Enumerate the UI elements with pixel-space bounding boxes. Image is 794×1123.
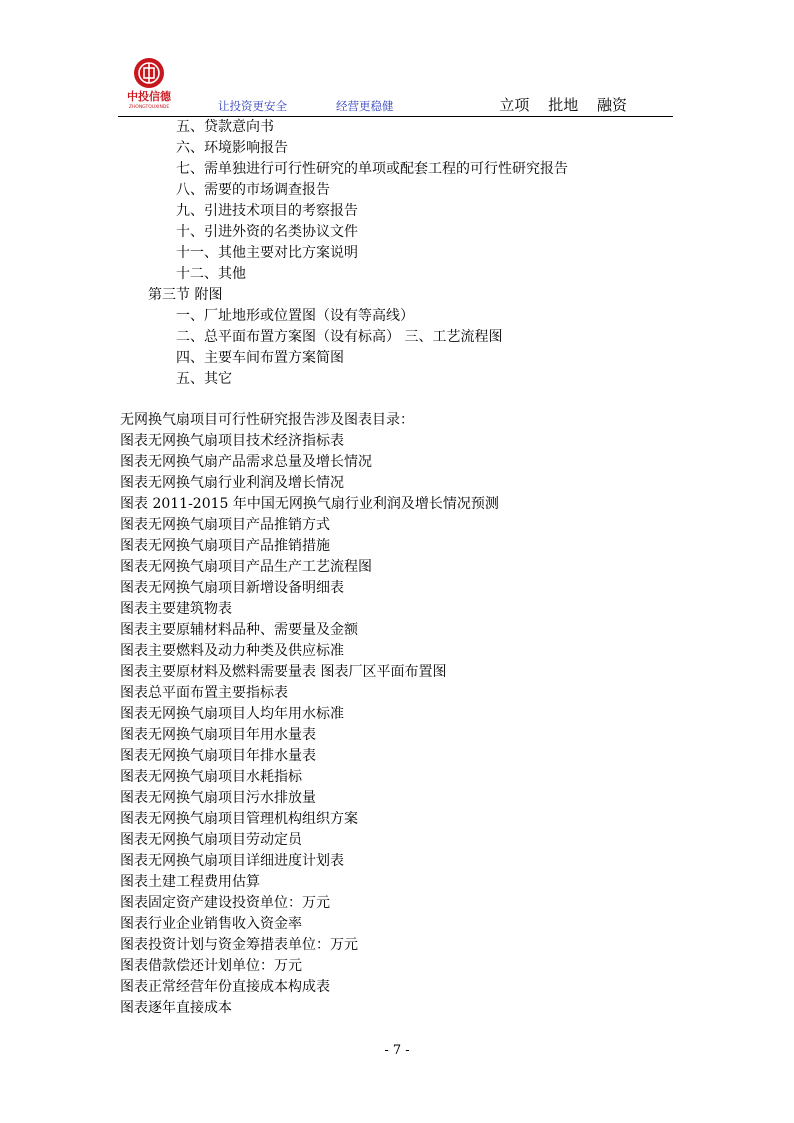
outline-item: 十二、其他 (176, 266, 246, 282)
figure-item: 五、其它 (176, 371, 232, 387)
chart-list-item: 图表土建工程费用估算 (120, 874, 260, 890)
page-number: - 7 - (384, 1043, 410, 1058)
chart-list-item: 图表借款偿还计划单位：万元 (120, 958, 302, 974)
chart-list-item: 图表 2011-2015 年中国无网换气扇行业利润及增长情况预测 (120, 496, 499, 512)
logo-subtext: ZHONGTOUXINDE (128, 105, 170, 110)
chart-list-item: 图表无网换气扇项目新增设备明细表 (120, 580, 344, 596)
service-financing: 融资 (596, 96, 627, 114)
chart-list-item: 图表投资计划与资金筹措表单位：万元 (120, 937, 358, 953)
outline-item: 七、需单独进行可行性研究的单项或配套工程的可行性研究报告 (176, 161, 568, 177)
chart-list-item: 图表无网换气扇项目污水排放量 (120, 790, 316, 806)
chart-list-item: 图表无网换气扇项目管理机构组织方案 (120, 811, 358, 827)
page-header (118, 52, 673, 116)
outline-item: 九、引进技术项目的考察报告 (176, 203, 358, 219)
chart-list-item: 图表主要燃料及动力种类及供应标准 (120, 643, 344, 659)
service-list (485, 94, 627, 115)
chart-list-item: 图表无网换气扇项目产品推销措施 (120, 538, 330, 554)
chart-list-item: 图表无网换气扇项目产品生产工艺流程图 (120, 559, 372, 575)
slogan-steady-operation: 经营更稳健 (336, 99, 394, 113)
company-logo (118, 52, 180, 112)
outline-item: 五、贷款意向书 (176, 119, 274, 135)
chart-list-item: 图表无网换气扇产品需求总量及增长情况 (120, 454, 372, 470)
chart-list-item: 图表无网换气扇行业利润及增长情况 (120, 475, 344, 491)
chart-list-item: 图表无网换气扇项目水耗指标 (120, 769, 302, 785)
chart-list-item: 图表主要建筑物表 (120, 601, 232, 617)
chart-list-item: 图表无网换气扇项目技术经济指标表 (120, 433, 344, 449)
chart-list-item: 图表行业企业销售收入资金率 (120, 916, 302, 932)
chart-list-item: 图表无网换气扇项目年排水量表 (120, 748, 316, 764)
chart-list-item: 图表主要原材料及燃料需要量表 图表厂区平面布置图 (120, 664, 447, 680)
logo-text: 中投信德 (127, 90, 171, 103)
chart-list-item: 图表无网换气扇项目人均年用水标准 (120, 706, 344, 722)
chart-list-item: 图表无网换气扇项目年用水量表 (120, 727, 316, 743)
figure-item: 四、主要车间布置方案简图 (176, 350, 344, 366)
outline-item: 六、环境影响报告 (176, 140, 288, 156)
slogan-safe-investment: 让投资更安全 (218, 99, 287, 113)
chart-list-item: 图表无网换气扇项目劳动定员 (120, 832, 302, 848)
chart-list-item: 图表总平面布置主要指标表 (120, 685, 288, 701)
figure-item: 一、厂址地形或位置图（设有等高线） (176, 308, 414, 324)
chart-list-item: 图表固定资产建设投资单位：万元 (120, 895, 330, 911)
section-heading: 第三节 附图 (148, 287, 223, 303)
outline-item: 十、引进外资的名类协议文件 (176, 224, 358, 240)
chart-list-item: 图表无网换气扇项目详细进度计划表 (120, 853, 344, 869)
chart-list-item: 图表逐年直接成本 (120, 1000, 232, 1016)
outline-item: 十一、其他主要对比方案说明 (176, 245, 358, 261)
chart-list-title: 无网换气扇项目可行性研究报告涉及图表目录： (120, 412, 414, 428)
figure-item: 二、总平面布置方案图（设有标高） 三、工艺流程图 (176, 329, 503, 345)
outline-item: 八、需要的市场调查报告 (176, 182, 330, 198)
service-project-approval: 立项 (499, 96, 530, 114)
chart-list-item: 图表正常经营年份直接成本构成表 (120, 979, 330, 995)
chart-list-item: 图表主要原辅材料品种、需要量及金额 (120, 622, 358, 638)
service-land-approval: 批地 (548, 96, 579, 114)
chart-list-item: 图表无网换气扇项目产品推销方式 (120, 517, 330, 533)
